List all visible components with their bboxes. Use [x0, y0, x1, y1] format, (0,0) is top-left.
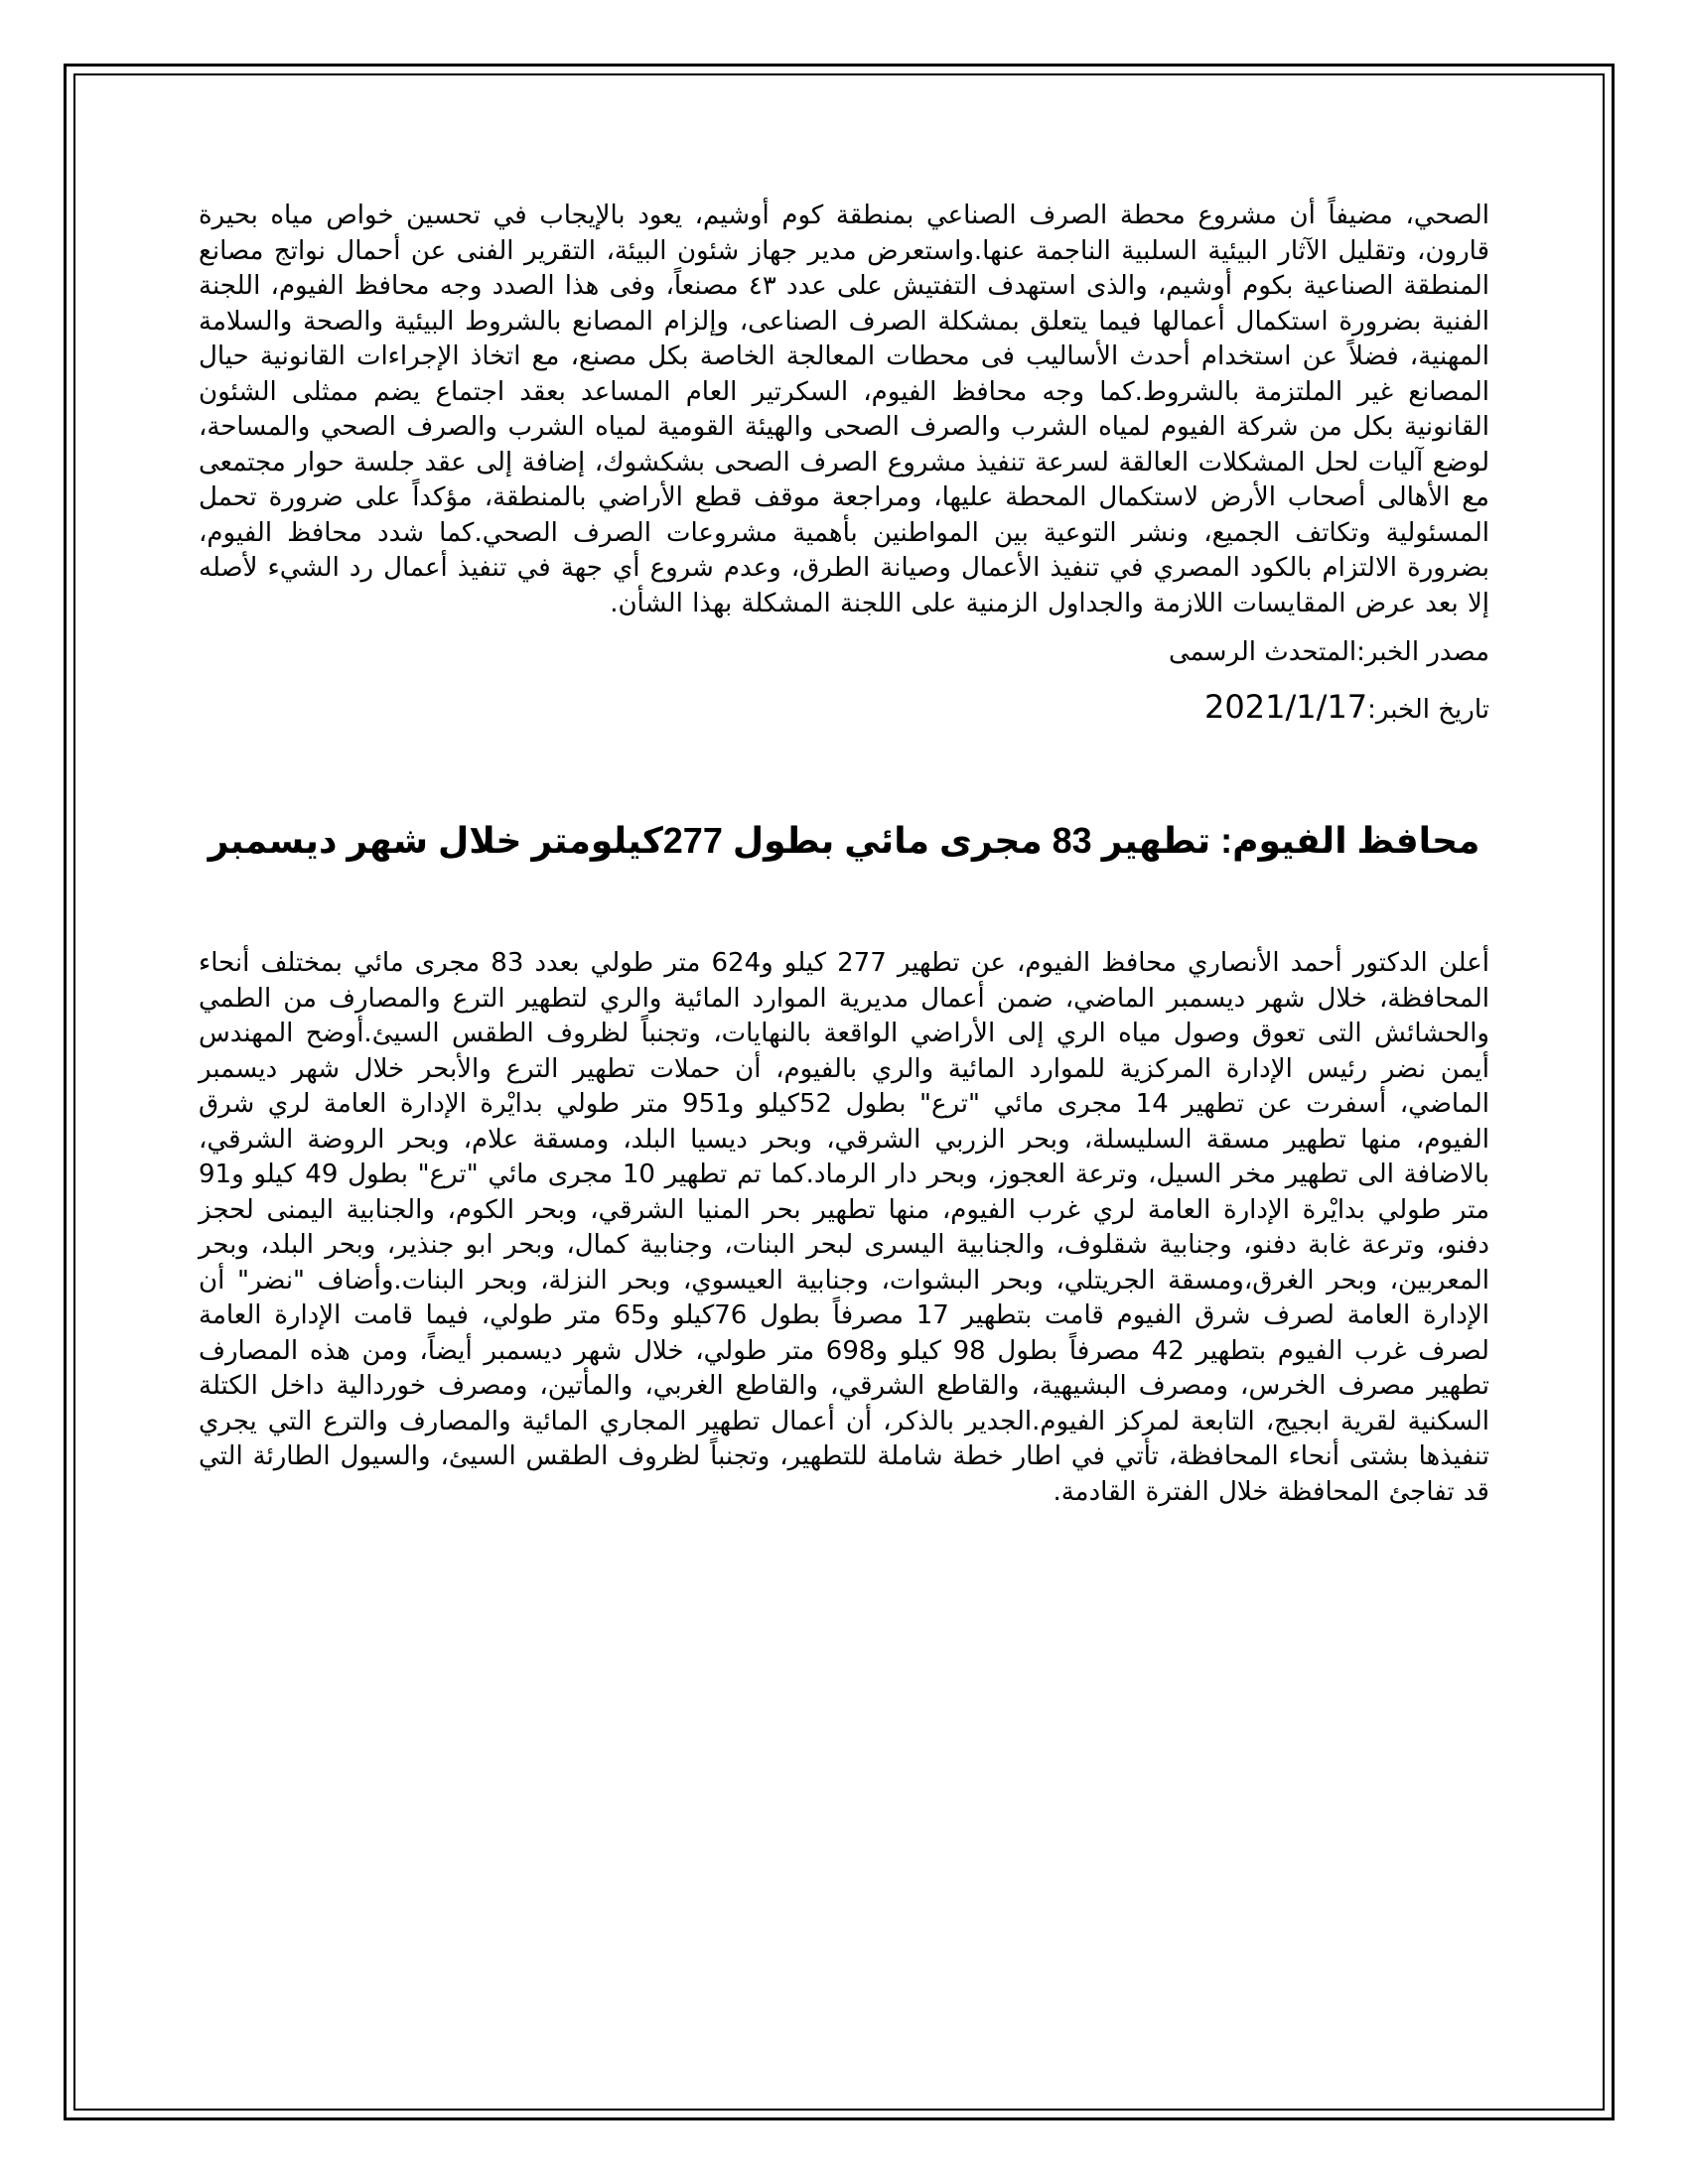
news-source-value: المتحدث الرسمى [1168, 637, 1357, 667]
article-2-title: محافظ الفيوم: تطهير 83 مجرى مائي بطول 277كيلومتر خلال شهر ديسمبر [208, 820, 1480, 861]
news-date-value: 2021/1/17 [1204, 688, 1368, 726]
article-1-body: الصحي، مضيفاً أن مشروع محطة الصرف الصناعي بمنطقة كوم أوشيم، يعود بالإيجاب في تحسين خواص مياه بحيرة قارون، وتقليل الآثار البيئية السلبية الناجمة عنها.واستعرض مدير جهاز شئون البيئة، التقرير الفنى عن أحمال نواتج مصانع المنطقة الصناعية بكوم أوشيم، والذى استهدف التفتيش على عدد ٤٣ مصنعاً، وفى هذا الصدد وجه محافظ الفيوم، اللجنة الفنية بضرورة استكمال أعمالها فيما يتعلق بمشكلة الصرف الصناعى، وإلزام المصانع بالشروط البيئية والصحة والسلامة المهنية، فضلاً عن استخدام أحدث الأساليب فى محطات المعالجة الخاصة بكل مصنع، مع اتخاذ الإجراءات القانونية حيال المصانع غير الملتزمة بالشروط.كما وجه محافظ الفيوم، السكرتير العام المساعد بعقد اجتماع يضم ممثلى الشئون القانونية بكل من شركة الفيوم لمياه الشرب والصرف الصحى والهيئة القومية لمياه الشرب والصرف الصحي والمساحة، لوضع آليات لحل المشكلات العالقة لسرعة تنفيذ مشروع الصرف الصحى بشكشوك، إضافة إلى عقد جلسة حوار مجتمعى مع الأهالى أصحاب الأرض لاستكمال المحطة عليها، ومراجعة موقف قطع الأراضي بالمنطقة، مؤكداً على ضرورة تحمل المسئولية وتكاتف الجميع، ونشر التوعية بين المواطنين بأهمية مشروعات الصرف الصحي.كما شدد محافظ الفيوم، بضرورة الالتزام بالكود المصري في تنفيذ الأعمال وصيانة الطرق، وعدم شروع أي جهة في تنفيذ أعمال رد الشيء لأصله إلا بعد عرض المقايسات اللازمة والجداول الزمنية على اللجنة المشكلة بهذا الشأن. [199, 201, 1489, 618]
article-2-body: أعلن الدكتور أحمد الأنصاري محافظ الفيوم، عن تطهير 277 كيلو و624 متر طولي بعدد 83 مجرى مائي بمختلف أنحاء المحافظة، خلال شهر ديسمبر الماضي، ضمن أعمال مديرية الموارد المائية والري لتطهير الترع والمصارف من الطمي والحشائش التى تعوق وصول مياه الري إلى الأراضي الواقعة بالنهايات، وتجنباً لظروف الطقس السيئ.أوضح المهندس أيمن نضر رئيس الإدارة المركزية للموارد المائية والري بالفيوم، أن حملات تطهير الترع والأبحر خلال شهر ديسمبر الماضي، أسفرت عن تطهير 14 مجرى مائي "ترع" بطول 52كيلو و951 متر طولي بدايْرة الإدارة العامة لري شرق الفيوم، منها تطهير مسقة السليسلة، وبحر الزربي الشرقي، وبحر ديسيا البلد، ومسقة علام، وبحر الروضة الشرقي، بالاضافة الى تطهير مخر السيل، وترعة العجوز، وبحر دار الرماد.كما تم تطهير 10 مجرى مائي "ترع" بطول 49 كيلو و91 متر طولي بدايْرة الإدارة العامة لري غرب الفيوم، منها تطهير بحر المنيا الشرقي، وبحر الكوم، والجنابية اليمنى لحجز دفنو، وترعة غابة دفنو، وجنابية شقلوف، والجنابية اليسرى لبحر البنات، وجنابية كمال، وبحر ابو جنذير، وبحر البلد، وبحر المعربين، وبحر الغرق،ومسقة الجريتلي، وبحر البشوات، وجنابية العيسوي، وبحر النزلة، وبحر البنات.وأضاف "نضر" أن الإدارة العامة لصرف شرق الفيوم قامت بتطهير 17 مصرفاً بطول 76كيلو و65 متر طولي، فيما قامت الإدارة العامة لصرف غرب الفيوم بتطهير 42 مصرفاً بطول 98 كيلو و698 متر طولي، خلال شهر ديسمبر أيضاً، ومن هذه المصارف تطهير مصرف الخرس، ومصرف البشيهية، والقاطع الشرقي، والقاطع الغربي، والمأتين، ومصرف خوردالية داخل الكتلة السكنية لقرية ابجيج، التابعة لمركز الفيوم.الجدير بالذكر، أن أعمال تطهير المجاري المائية والمصارف والترع التي يجري تنفيذها بشتى أنحاء المحافظة، تأتي في اطار خطة شاملة للتطهير، وتجنباً لظروف الطقس السيئ، والسيول الطارئة التي قد تفاجئ المحافظة خلال الفترة القادمة. [199, 948, 1490, 1507]
news-date-label: تاريخ الخبر: [1367, 695, 1489, 725]
news-source-label: مصدر الخبر: [1356, 637, 1489, 667]
news-source [199, 635, 1489, 670]
document-content [199, 199, 1489, 1510]
news-date [199, 690, 1489, 728]
